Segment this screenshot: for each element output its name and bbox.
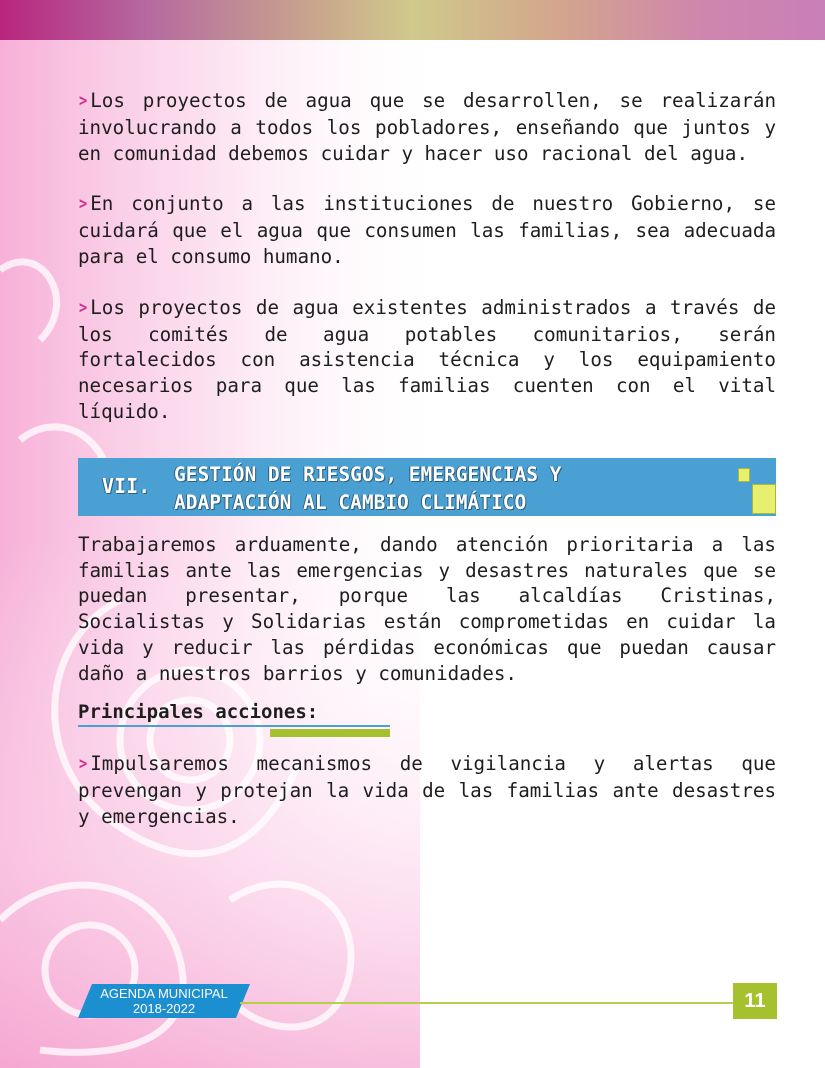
section-title-line-2: ADAPTACIÓN AL CAMBIO CLIMÁTICO [174,490,527,514]
page-number: 11 [744,990,766,1012]
subheading-accent-bar [270,729,390,737]
main-content [78,88,776,830]
decorative-square-large [752,484,776,514]
paragraph-text: En conjunto a las instituciones de nuestro Gobierno, se cuidará que el agua que consumen las familias, sea adecuada para el consumo humano. [78,192,776,268]
section-intro: Trabajaremos arduamente, dando atención prioritaria a las familias ante las emergencias y desastres naturales que se puedan presentar, porque las alcaldías Cristinas, Socialistas y Solidarias están comprometidas en cuidar la vida y reducir las pérdidas económicas que puedan causar daño a nuestros barrios y comunidades. [78,532,776,685]
decorative-square-small [738,468,750,482]
action-item [78,751,776,829]
arrow-bullet-icon: > [79,91,88,111]
arrow-bullet-icon: > [79,194,88,215]
arrow-bullet-icon: > [79,297,88,318]
section-number: VII. [102,473,151,498]
paragraph-2 [78,191,776,269]
section-heading-banner [78,458,776,516]
paragraph-text: Los proyectos de agua existentes administrados a través de los comités de agua potables comunitarios, serán fortalecidos con asistencia técnica y los equipamiento necesarios para que las familias cuenten con el vital líquido. [78,295,776,423]
page-number-box [733,983,777,1019]
arrow-bullet-icon: > [79,754,88,775]
footer-badge-text [78,984,250,1016]
footer-rule [240,1002,736,1004]
paragraph-text: Los proyectos de agua que se desarrollen, se realizarán involucrando a todos los pobladores, enseñando que juntos y en comunidad debemos cuidar y hacer uso racional del agua. [78,89,776,165]
subheading: Principales acciones: [78,700,319,723]
footer-title: AGENDA MUNICIPAL [100,986,228,1001]
subheading-block [78,699,776,738]
action-text: Impulsaremos mecanismos de vigilancia y alertas que prevengan y protejan la vida de las familias ante desastres y emergencias. [78,752,776,828]
section-title [174,461,694,517]
paragraph-3 [78,295,776,425]
section-title-line-1: GESTIÓN DE RIESGOS, EMERGENCIAS Y [174,462,562,486]
footer-years: 2018-2022 [132,1001,196,1016]
top-gradient-band [0,0,825,40]
paragraph-1 [78,88,776,166]
subheading-underline [78,725,390,727]
footer-badge [78,984,250,1018]
